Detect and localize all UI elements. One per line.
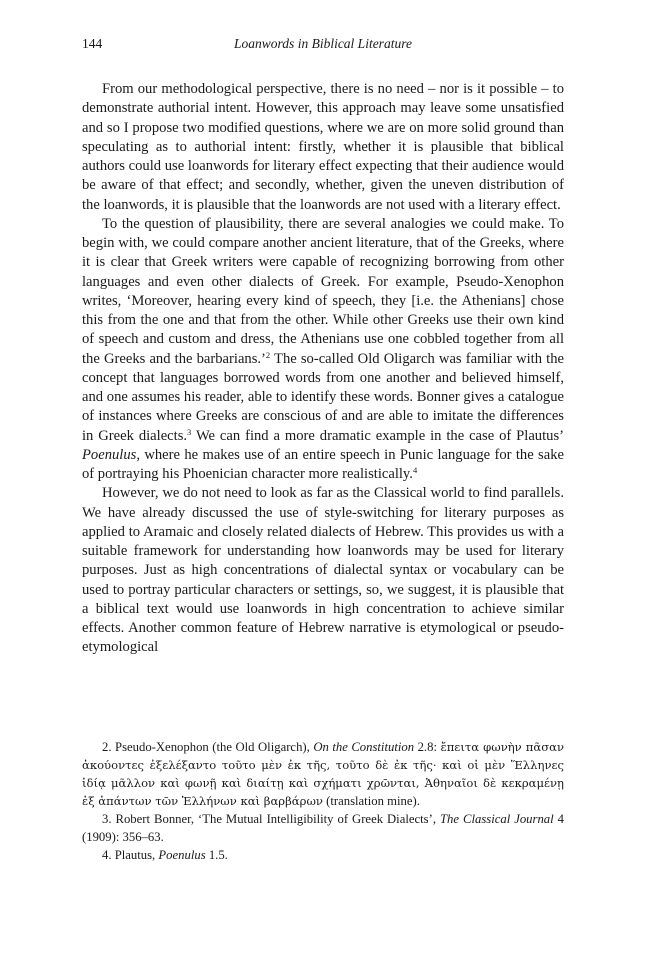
paragraph: From our methodological perspective, there is no need – nor is it possible – to demonstrate authorial intent. However, this approach may leave some unsatisfied and so I propose two modified questions, where we are on more solid ground than speculating as to authorial intent: firstly, whether it is plausible that biblical authors could use loanwords for literary effect expecting that their audience would be aware of that effect; and secondly, whether, given the uneven distribution of the loanwords, it is plausible that the loanwords are not used with a literary effect.	[82, 81, 564, 213]
paragraph: To the question of plausibility, there are several analogies we could make. To begin with, we could compare another ancient literature, that of the Greeks, where it is clear that Greek writers were capable of recognizing borrowing from other languages and even other dialects of Greek. For example, Pseudo-Xenophon writes, ‘Moreover, hearing every kind of speech, they [i.e. the Athenians] chose this from the one and that from the other. While other Greeks use their own kind of speech and custom and dress, the Athenians use one cobbled together from all the Greeks and the barbarians.’$^2$ The so-called Old Oligarch was familiar with the concept that languages borrowed words from one another and believed himself, and one assumes his reader, able to identify these words. Bonner gives a catalogue of instances where Greeks are conscious of and are able to imitate the differences in Greek dialects.$^3$ We can find a more dramatic example in the case of Plautus’ Poenulus, where he makes use of an entire speech in Punic language for the sake of portraying his Phoenician character more realistically.$^4$	[82, 215, 564, 482]
paragraph: However, we do not need to look as far as the Classical world to find parallels. We have already discussed the use of style-switching for literary purposes as applied to Aramaic and closely related dialects of Hebrew. This provides us with a suitable framework for understanding how loanwords may be used for literary purposes. Just as high concentrations of dialectal syntax or vocabulary can be used to portray particular characters or settings, so, we suggest, it is plausible that a biblical text would use loanwords in high concentration to achieve similar effects. Another common feature of Hebrew narrative is etymological or pseudo-etymological	[82, 485, 564, 656]
page	[82, 36, 564, 658]
footnote-ref[interactable]: 2	[265, 349, 271, 360]
footnote: 4. Plautus, Poenulus 1.5.	[102, 848, 228, 862]
body-text	[82, 80, 564, 658]
greek-quotation: ἔπειτα φωνὴν πᾶσαν ἀκούοντες ἐξελέξαντο τοῦτο μὲν ἐκ τῆς, τοῦτο δὲ ἐκ τῆς· καὶ οἱ μὲν Ἕλληνες ἰδίᾳ μᾶλλον καὶ φωνῇ καὶ διαίτῃ καὶ σχήματι χρῶνται, Ἀθηναῖοι δὲ κεκραμένῃ ἐξ ἁπάντων τῶν Ἑλλήνων καὶ βαρβάρων	[82, 740, 564, 808]
running-title: Loanwords in Biblical Literature	[234, 36, 412, 51]
page-number: 144	[82, 36, 103, 51]
footnote: 3. Robert Bonner, ‘The Mutual Intelligibility of Greek Dialects’, The Classical Journal 4 (1909): 356–63.	[82, 812, 565, 844]
footnote-ref[interactable]: 3	[187, 426, 192, 437]
footnotes	[82, 738, 564, 864]
footnote: 2. Pseudo-Xenophon (the Old Oligarch), On the Constitution 2.8: ἔπειτα φωνὴν πᾶσαν ἀκούοντες ἐξελέξαντο τοῦτο μὲν ἐκ τῆς, τοῦτο δὲ ἐκ τῆς· καὶ οἱ μὲν Ἕλληνες ἰδίᾳ μᾶλλον καὶ φωνῇ καὶ διαίτῃ καὶ σχήματι χρῶνται, Ἀθηναῖοι δὲ κεκραμένῃ ἐξ ἁπάντων τῶν Ἑλλήνων καὶ βαρβάρων (translation mine).	[82, 740, 564, 808]
running-header	[82, 36, 564, 56]
footnote-ref[interactable]: 4	[412, 465, 418, 475]
